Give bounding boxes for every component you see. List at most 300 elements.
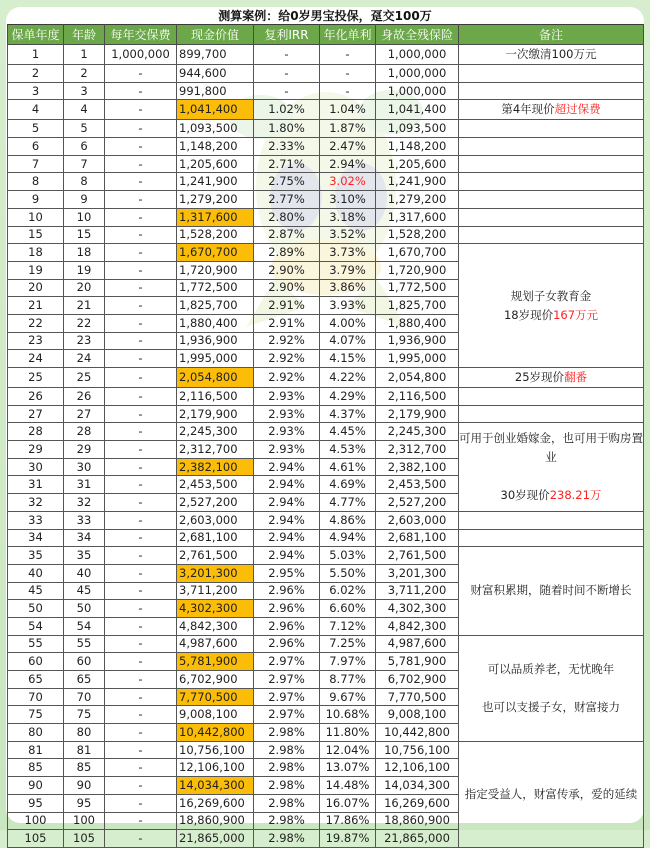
table-row [8,208,644,226]
cell-policy-year: 65 [8,671,64,689]
cell-remark [459,529,644,547]
cell-policy-year: 28 [8,423,64,441]
cell-cash-value: 21,865,000 [177,830,254,848]
cell-policy-year: 10 [8,208,64,226]
cell-annual-premium: - [105,582,177,600]
cell-remark [459,65,644,83]
cell-annual-premium: - [105,82,177,100]
col-header-age: 年龄 [64,25,105,45]
cell-annual-premium: - [105,688,177,706]
cell-annual-premium: - [105,173,177,191]
cell-death-benefit: 1,000,000 [376,82,459,100]
cell-cash-value: 1,041,400 [177,100,254,120]
cell-remark [459,423,644,511]
remark-text: 25岁现价 [514,370,565,384]
cell-compound-irr: 2.96% [254,635,320,653]
cell-death-benefit: 1,772,500 [376,279,459,297]
cell-age: 18 [64,244,105,262]
cell-policy-year: 54 [8,617,64,635]
cell-compound-irr: 2.94% [254,458,320,476]
cell-compound-irr: 2.93% [254,423,320,441]
cell-cash-value: 1,241,900 [177,173,254,191]
cell-annual-premium: - [105,65,177,83]
cell-cash-value: 16,269,600 [177,794,254,812]
cell-age: 25 [64,368,105,388]
cell-death-benefit: 2,382,100 [376,458,459,476]
cell-compound-irr: 2.93% [254,441,320,459]
cell-age: 1 [64,45,105,65]
cell-remark [459,45,644,65]
cell-death-benefit: 1,000,000 [376,65,459,83]
cell-annual-premium: - [105,458,177,476]
cell-age: 22 [64,314,105,332]
cell-policy-year: 45 [8,582,64,600]
cell-remark [459,741,644,847]
cell-compound-irr: 2.97% [254,706,320,724]
cell-age: 26 [64,388,105,406]
cell-policy-year: 2 [8,65,64,83]
cell-annual-premium: - [105,777,177,795]
cell-simple-interest: 6.60% [320,600,376,618]
cell-death-benefit: 1,205,600 [376,155,459,173]
cell-annual-premium: - [105,441,177,459]
cell-cash-value: 944,600 [177,65,254,83]
cell-simple-interest: - [320,82,376,100]
cell-policy-year: 105 [8,830,64,848]
cell-simple-interest: 12.04% [320,741,376,759]
remark-highlight-text: 167万元 [553,307,599,322]
cell-compound-irr: 2.98% [254,724,320,742]
cell-cash-value: 899,700 [177,45,254,65]
cell-annual-premium: - [105,138,177,156]
cell-remark [459,100,644,120]
cell-policy-year: 81 [8,741,64,759]
table-body [8,45,644,848]
cell-policy-year: 9 [8,191,64,209]
table-row [8,226,644,244]
cell-cash-value: 2,681,100 [177,529,254,547]
cell-remark [459,208,644,226]
cell-cash-value: 18,860,900 [177,812,254,830]
cell-death-benefit: 9,008,100 [376,706,459,724]
table-row [8,511,644,529]
cell-policy-year: 18 [8,244,64,262]
cell-cash-value: 10,442,800 [177,724,254,742]
cell-annual-premium: - [105,191,177,209]
cell-annual-premium: - [105,759,177,777]
cell-simple-interest: 7.12% [320,617,376,635]
cell-age: 24 [64,350,105,368]
cell-policy-year: 7 [8,155,64,173]
cell-policy-year: 33 [8,511,64,529]
table-row [8,191,644,209]
cell-simple-interest: 4.53% [320,441,376,459]
cell-annual-premium: - [105,350,177,368]
cell-policy-year: 34 [8,529,64,547]
remark-text: 一次缴清100万元 [505,47,597,61]
cell-annual-premium: - [105,297,177,315]
cell-policy-year: 70 [8,688,64,706]
cell-death-benefit: 14,034,300 [376,777,459,795]
cell-death-benefit: 2,453,500 [376,476,459,494]
cell-policy-year: 26 [8,388,64,406]
remark-text: 第4年现价 [501,102,555,117]
cell-simple-interest: 4.37% [320,405,376,423]
cell-age: 7 [64,155,105,173]
cell-compound-irr: 2.75% [254,173,320,191]
cell-death-benefit: 2,681,100 [376,529,459,547]
cell-compound-irr: 2.90% [254,279,320,297]
cell-compound-irr: 2.91% [254,297,320,315]
cell-simple-interest: - [320,45,376,65]
cell-death-benefit: 1,093,500 [376,120,459,138]
cell-policy-year: 4 [8,100,64,120]
cell-cash-value: 9,008,100 [177,706,254,724]
cell-annual-premium: - [105,671,177,689]
cell-simple-interest: 3.18% [320,208,376,226]
cell-death-benefit: 16,269,600 [376,794,459,812]
cell-death-benefit: 4,987,600 [376,635,459,653]
cell-annual-premium: - [105,653,177,671]
cell-cash-value: 10,756,100 [177,741,254,759]
cell-policy-year: 35 [8,547,64,565]
table-row [8,65,644,83]
table-row [8,547,644,565]
cell-remark [459,511,644,529]
cell-policy-year: 21 [8,297,64,315]
cell-cash-value: 2,761,500 [177,547,254,565]
cell-annual-premium: - [105,564,177,582]
cell-policy-year: 90 [8,777,64,795]
cell-age: 55 [64,635,105,653]
cell-policy-year: 25 [8,368,64,388]
cell-compound-irr: 2.97% [254,653,320,671]
cell-simple-interest: 3.79% [320,261,376,279]
cell-annual-premium: - [105,511,177,529]
cell-age: 31 [64,476,105,494]
cell-death-benefit: 10,756,100 [376,741,459,759]
cell-simple-interest: 4.77% [320,494,376,512]
cell-annual-premium: - [105,830,177,848]
cell-cash-value: 2,054,800 [177,368,254,388]
cell-compound-irr: 2.98% [254,812,320,830]
cell-age: 21 [64,297,105,315]
remark-text: 18岁现价 [503,307,554,322]
cell-remark [459,82,644,100]
cell-simple-interest: 17.86% [320,812,376,830]
cell-death-benefit: 1,000,000 [376,45,459,65]
cell-simple-interest: 4.22% [320,368,376,388]
cell-death-benefit: 7,770,500 [376,688,459,706]
cell-cash-value: 2,603,000 [177,511,254,529]
cell-remark [459,405,644,423]
cell-death-benefit: 10,442,800 [376,724,459,742]
cell-compound-irr: 2.71% [254,155,320,173]
cell-compound-irr: 2.94% [254,529,320,547]
cell-age: 75 [64,706,105,724]
cell-simple-interest: 4.45% [320,423,376,441]
cell-compound-irr: 2.90% [254,261,320,279]
cell-death-benefit: 1,279,200 [376,191,459,209]
cell-age: 50 [64,600,105,618]
cell-annual-premium: - [105,405,177,423]
cell-cash-value: 1,093,500 [177,120,254,138]
cell-remark [459,226,644,244]
cell-policy-year: 95 [8,794,64,812]
cell-death-benefit: 1,825,700 [376,297,459,315]
col-header-compound-irr: 复利IRR [254,25,320,45]
cell-remark [459,173,644,191]
cell-cash-value: 1,936,900 [177,332,254,350]
cell-simple-interest: 7.97% [320,653,376,671]
cell-simple-interest: 4.86% [320,511,376,529]
cell-age: 70 [64,688,105,706]
cell-simple-interest: 9.67% [320,688,376,706]
insurance-table-card [6,7,644,846]
cell-policy-year: 3 [8,82,64,100]
cell-compound-irr: 2.87% [254,226,320,244]
cell-annual-premium: - [105,120,177,138]
cell-cash-value: 1,528,200 [177,226,254,244]
cell-cash-value: 4,302,300 [177,600,254,618]
cell-simple-interest: 19.87% [320,830,376,848]
table-row [8,120,644,138]
cell-age: 4 [64,100,105,120]
cell-policy-year: 40 [8,564,64,582]
cell-death-benefit: 1,995,000 [376,350,459,368]
cell-simple-interest: 3.52% [320,226,376,244]
cell-cash-value: 2,179,900 [177,405,254,423]
cell-policy-year: 80 [8,724,64,742]
cell-death-benefit: 21,865,000 [376,830,459,848]
table-row [8,244,644,262]
cell-age: 29 [64,441,105,459]
cell-age: 80 [64,724,105,742]
cell-death-benefit: 2,245,300 [376,423,459,441]
cell-annual-premium: - [105,706,177,724]
cell-simple-interest: 4.61% [320,458,376,476]
cell-simple-interest: 4.00% [320,314,376,332]
cell-age: 100 [64,812,105,830]
cell-compound-irr: 2.92% [254,368,320,388]
cell-remark [459,120,644,138]
cell-age: 6 [64,138,105,156]
cell-compound-irr: 2.93% [254,388,320,406]
cell-compound-irr: 2.77% [254,191,320,209]
cell-cash-value: 1,720,900 [177,261,254,279]
cell-compound-irr: 2.96% [254,617,320,635]
cell-policy-year: 5 [8,120,64,138]
cell-policy-year: 100 [8,812,64,830]
cell-age: 3 [64,82,105,100]
col-header-death-benefit: 身故全残保险 [376,25,459,45]
cell-death-benefit: 1,670,700 [376,244,459,262]
cell-simple-interest: 13.07% [320,759,376,777]
cell-simple-interest: 8.77% [320,671,376,689]
cell-policy-year: 55 [8,635,64,653]
cell-policy-year: 85 [8,759,64,777]
cell-death-benefit: 2,179,900 [376,405,459,423]
cell-death-benefit: 2,761,500 [376,547,459,565]
table-header-row [8,25,644,45]
cell-death-benefit: 1,880,400 [376,314,459,332]
cell-policy-year: 75 [8,706,64,724]
cell-death-benefit: 1,936,900 [376,332,459,350]
cell-age: 23 [64,332,105,350]
cell-policy-year: 32 [8,494,64,512]
cell-simple-interest: 10.68% [320,706,376,724]
cell-compound-irr: 2.97% [254,671,320,689]
cell-age: 90 [64,777,105,795]
cell-annual-premium: - [105,332,177,350]
cell-annual-premium: - [105,635,177,653]
cell-cash-value: 3,711,200 [177,582,254,600]
cell-annual-premium: - [105,423,177,441]
cell-compound-irr: - [254,82,320,100]
remark-text: 财富积累期，随着时间不断增长 [470,583,632,598]
cell-annual-premium: - [105,226,177,244]
cell-compound-irr: 2.80% [254,208,320,226]
cell-cash-value: 1,772,500 [177,279,254,297]
cell-annual-premium: - [105,388,177,406]
cell-compound-irr: 2.98% [254,830,320,848]
cell-age: 34 [64,529,105,547]
cell-annual-premium: - [105,794,177,812]
cell-simple-interest: 5.50% [320,564,376,582]
cell-policy-year: 20 [8,279,64,297]
cell-age: 65 [64,671,105,689]
cell-annual-premium: - [105,617,177,635]
remark-text: 30岁现价 [500,488,550,503]
table-row [8,388,644,406]
cell-compound-irr: 2.96% [254,600,320,618]
remark-highlight-text: 翻番 [564,370,588,384]
cell-cash-value: 4,987,600 [177,635,254,653]
cell-cash-value: 6,702,900 [177,671,254,689]
cell-age: 95 [64,794,105,812]
cell-compound-irr: 2.94% [254,511,320,529]
cell-simple-interest: 4.94% [320,529,376,547]
table-row [8,405,644,423]
cell-annual-premium: - [105,368,177,388]
cell-death-benefit: 1,041,400 [376,100,459,120]
remark-highlight-text: 超过保费 [554,102,601,117]
cell-simple-interest: 1.87% [320,120,376,138]
cell-simple-interest: 16.07% [320,794,376,812]
cell-simple-interest: 14.48% [320,777,376,795]
cell-remark [459,368,644,388]
cell-cash-value: 3,201,300 [177,564,254,582]
cell-age: 28 [64,423,105,441]
cell-cash-value: 2,527,200 [177,494,254,512]
table-row [8,100,644,120]
cell-compound-irr: 2.94% [254,494,320,512]
table-row [8,45,644,65]
cell-compound-irr: 2.98% [254,777,320,795]
cell-cash-value: 2,312,700 [177,441,254,459]
cell-cash-value: 14,034,300 [177,777,254,795]
col-header-annual-premium: 每年交保费 [105,25,177,45]
cell-death-benefit: 5,781,900 [376,653,459,671]
cell-compound-irr: 2.92% [254,350,320,368]
cell-simple-interest: 2.47% [320,138,376,156]
cell-simple-interest: 3.73% [320,244,376,262]
col-header-remarks: 备注 [459,25,644,45]
cell-annual-premium: - [105,547,177,565]
cell-remark [459,244,644,368]
cell-age: 105 [64,830,105,848]
cell-cash-value: 1,279,200 [177,191,254,209]
cell-simple-interest: 3.02% [320,173,376,191]
cash-value-table [7,24,644,848]
cell-age: 5 [64,120,105,138]
cell-annual-premium: - [105,494,177,512]
cell-compound-irr: - [254,65,320,83]
cell-policy-year: 15 [8,226,64,244]
cell-policy-year: 6 [8,138,64,156]
cell-simple-interest: 4.29% [320,388,376,406]
cell-compound-irr: 2.92% [254,332,320,350]
cell-simple-interest: 3.86% [320,279,376,297]
cell-death-benefit: 2,603,000 [376,511,459,529]
cell-annual-premium: - [105,600,177,618]
cell-age: 30 [64,458,105,476]
cell-compound-irr: 2.98% [254,794,320,812]
col-header-policy-year: 保单年度 [8,25,64,45]
cell-death-benefit: 1,317,600 [376,208,459,226]
cell-annual-premium: - [105,314,177,332]
cell-simple-interest: 5.03% [320,547,376,565]
cell-compound-irr: 2.94% [254,547,320,565]
cell-policy-year: 30 [8,458,64,476]
cell-compound-irr: - [254,45,320,65]
cell-compound-irr: 1.80% [254,120,320,138]
remark-text: 也可以支援子女，财富接力 [482,699,620,714]
cell-compound-irr: 1.02% [254,100,320,120]
cell-age: 10 [64,208,105,226]
cell-compound-irr: 2.96% [254,582,320,600]
cell-annual-premium: - [105,100,177,120]
cell-death-benefit: 3,711,200 [376,582,459,600]
table-row [8,635,644,653]
cell-annual-premium: - [105,812,177,830]
cell-cash-value: 2,382,100 [177,458,254,476]
cell-cash-value: 1,880,400 [177,314,254,332]
cell-simple-interest: 4.69% [320,476,376,494]
cell-death-benefit: 2,116,500 [376,388,459,406]
table-title: 测算案例：给0岁男宝投保，趸交100万 [218,9,432,23]
cell-remark [459,388,644,406]
cell-policy-year: 27 [8,405,64,423]
cell-policy-year: 24 [8,350,64,368]
table-row [8,741,644,759]
cell-cash-value: 7,770,500 [177,688,254,706]
cell-death-benefit: 12,106,100 [376,759,459,777]
cell-simple-interest: 6.02% [320,582,376,600]
cell-cash-value: 2,116,500 [177,388,254,406]
cell-cash-value: 1,205,600 [177,155,254,173]
cell-compound-irr: 2.95% [254,564,320,582]
cell-simple-interest: 3.10% [320,191,376,209]
remark-text: 指定受益人，财富传承，爱的延续 [464,786,638,801]
cell-simple-interest: - [320,65,376,83]
cell-compound-irr: 2.89% [254,244,320,262]
cell-age: 81 [64,741,105,759]
cell-annual-premium: - [105,724,177,742]
cell-cash-value: 2,453,500 [177,476,254,494]
cell-simple-interest: 1.04% [320,100,376,120]
cell-simple-interest: 2.94% [320,155,376,173]
